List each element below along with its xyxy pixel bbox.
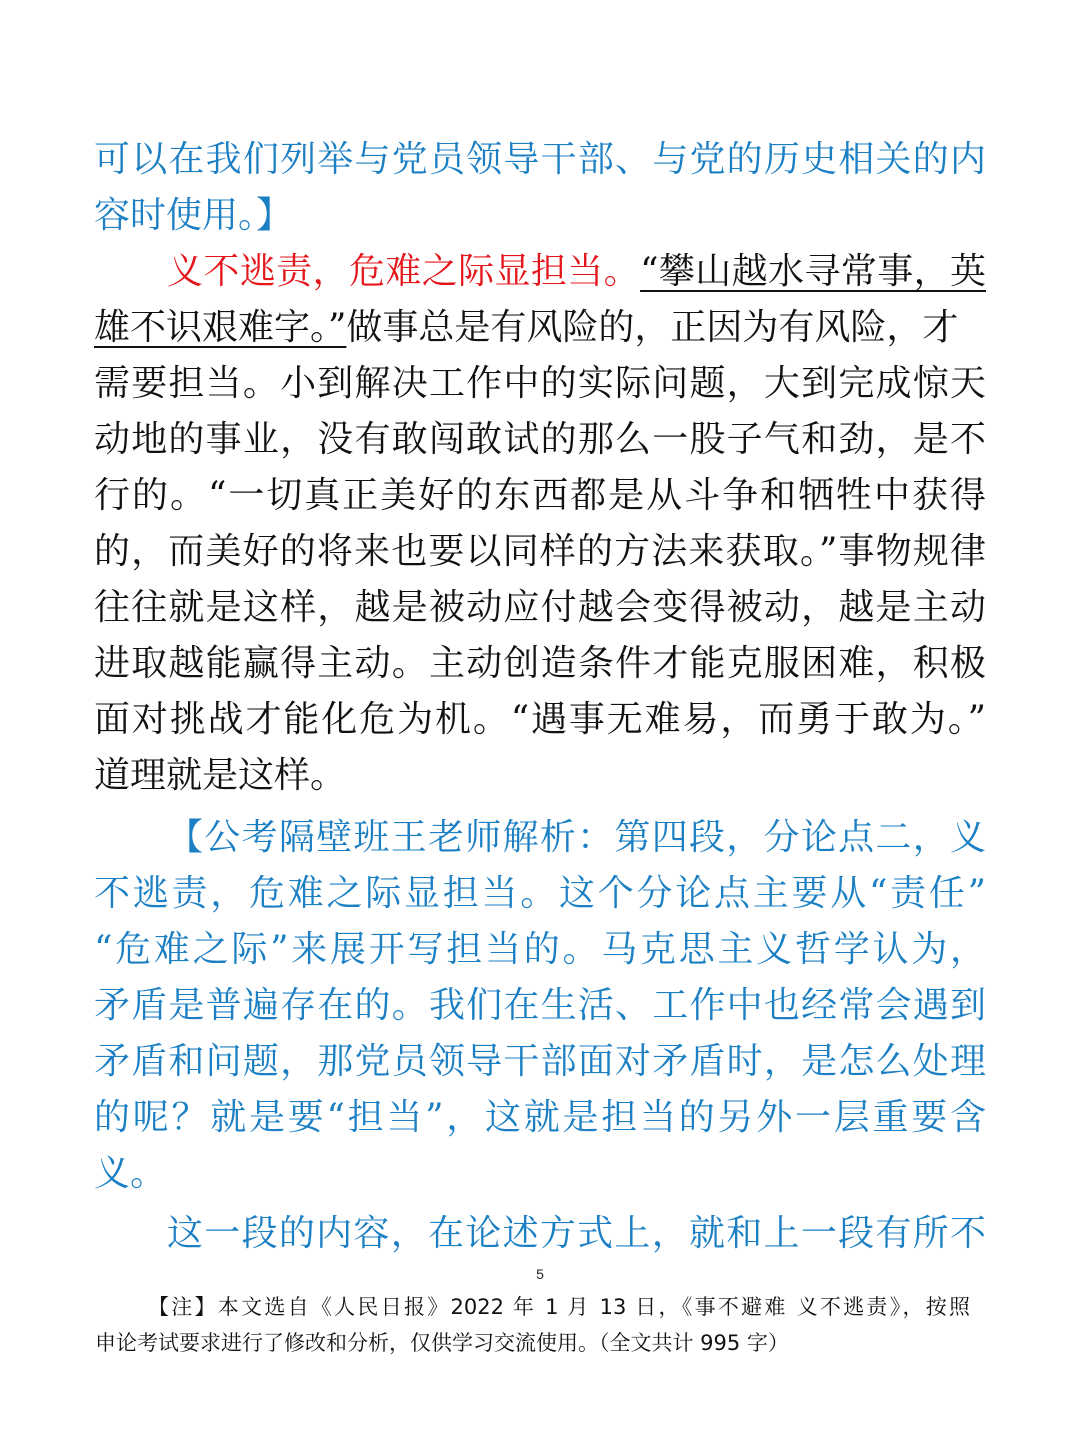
section-heading: 义不逃责，危难之际显担当。: [167, 251, 641, 292]
analysis-line: “危难之际”来展开写担当的。马克思主义哲学认为，: [94, 929, 986, 970]
paragraph-line-2: [94, 300, 986, 356]
quote-part-2: 雄不识艰难字。”: [94, 307, 347, 348]
paragraph-line: 的，而美好的将来也要以同样的方法来获取。”事物规律: [94, 531, 986, 572]
quote-part-1: “攀山越水寻常事，英: [640, 251, 986, 292]
page-number: 5: [536, 1266, 544, 1282]
next-paragraph-line: 这一段的内容，在论述方式上，就和上一段有所不: [167, 1213, 986, 1254]
paragraph-line: 面对挑战才能化危为机。“遇事无难易，而勇于敢为。”: [94, 699, 986, 740]
analysis-line: 矛盾和问题，那党员领导干部面对矛盾时，是怎么处理: [94, 1041, 986, 1082]
paragraph-heading-line: [167, 244, 986, 300]
paragraph-line: 需要担当。小到解决工作中的实际问题，大到完成惊天: [94, 363, 986, 404]
footnote-line-1: 【注】本文选自《人民日报》2022 年 1 月 13 日，《事不避难 义不逃责》，按照: [148, 1295, 970, 1319]
paragraph-line: 进取越能赢得主动。主动创造条件才能克服困难，积极: [94, 643, 986, 684]
intro-line-1: 可以在我们列举与党员领导干部、与党的历史相关的内: [94, 139, 986, 180]
paragraph-line-2-rest: 做事总是有风险的，正因为有风险，才: [346, 307, 959, 348]
paragraph-line: 道理就是这样。: [94, 755, 347, 796]
analysis-line: 义。: [94, 1153, 167, 1194]
analysis-line: 矛盾是普遍存在的。我们在生活、工作中也经常会遇到: [94, 985, 986, 1026]
paragraph-line: 往往就是这样，越是被动应付越会变得被动，越是主动: [94, 587, 986, 628]
paragraph-line: 行的。“一切真正美好的东西都是从斗争和牺牲中获得: [94, 475, 986, 516]
intro-line-2: 容时使用。】: [94, 195, 293, 236]
paragraph-line: 动地的事业，没有敢闯敢试的那么一股子气和劲，是不: [94, 419, 986, 460]
analysis-line: 【公考隔壁班王老师解析：第四段，分论点二，义: [167, 817, 986, 858]
analysis-line: 的呢？就是要“担当”，这就是担当的另外一层重要含: [94, 1097, 986, 1138]
analysis-line: 不逃责，危难之际显担当。这个分论点主要从“责任”: [94, 873, 986, 914]
footnote-line-2: 申论考试要求进行了修改和分析，仅供学习交流使用。（全文共计 995 字）: [95, 1331, 789, 1355]
